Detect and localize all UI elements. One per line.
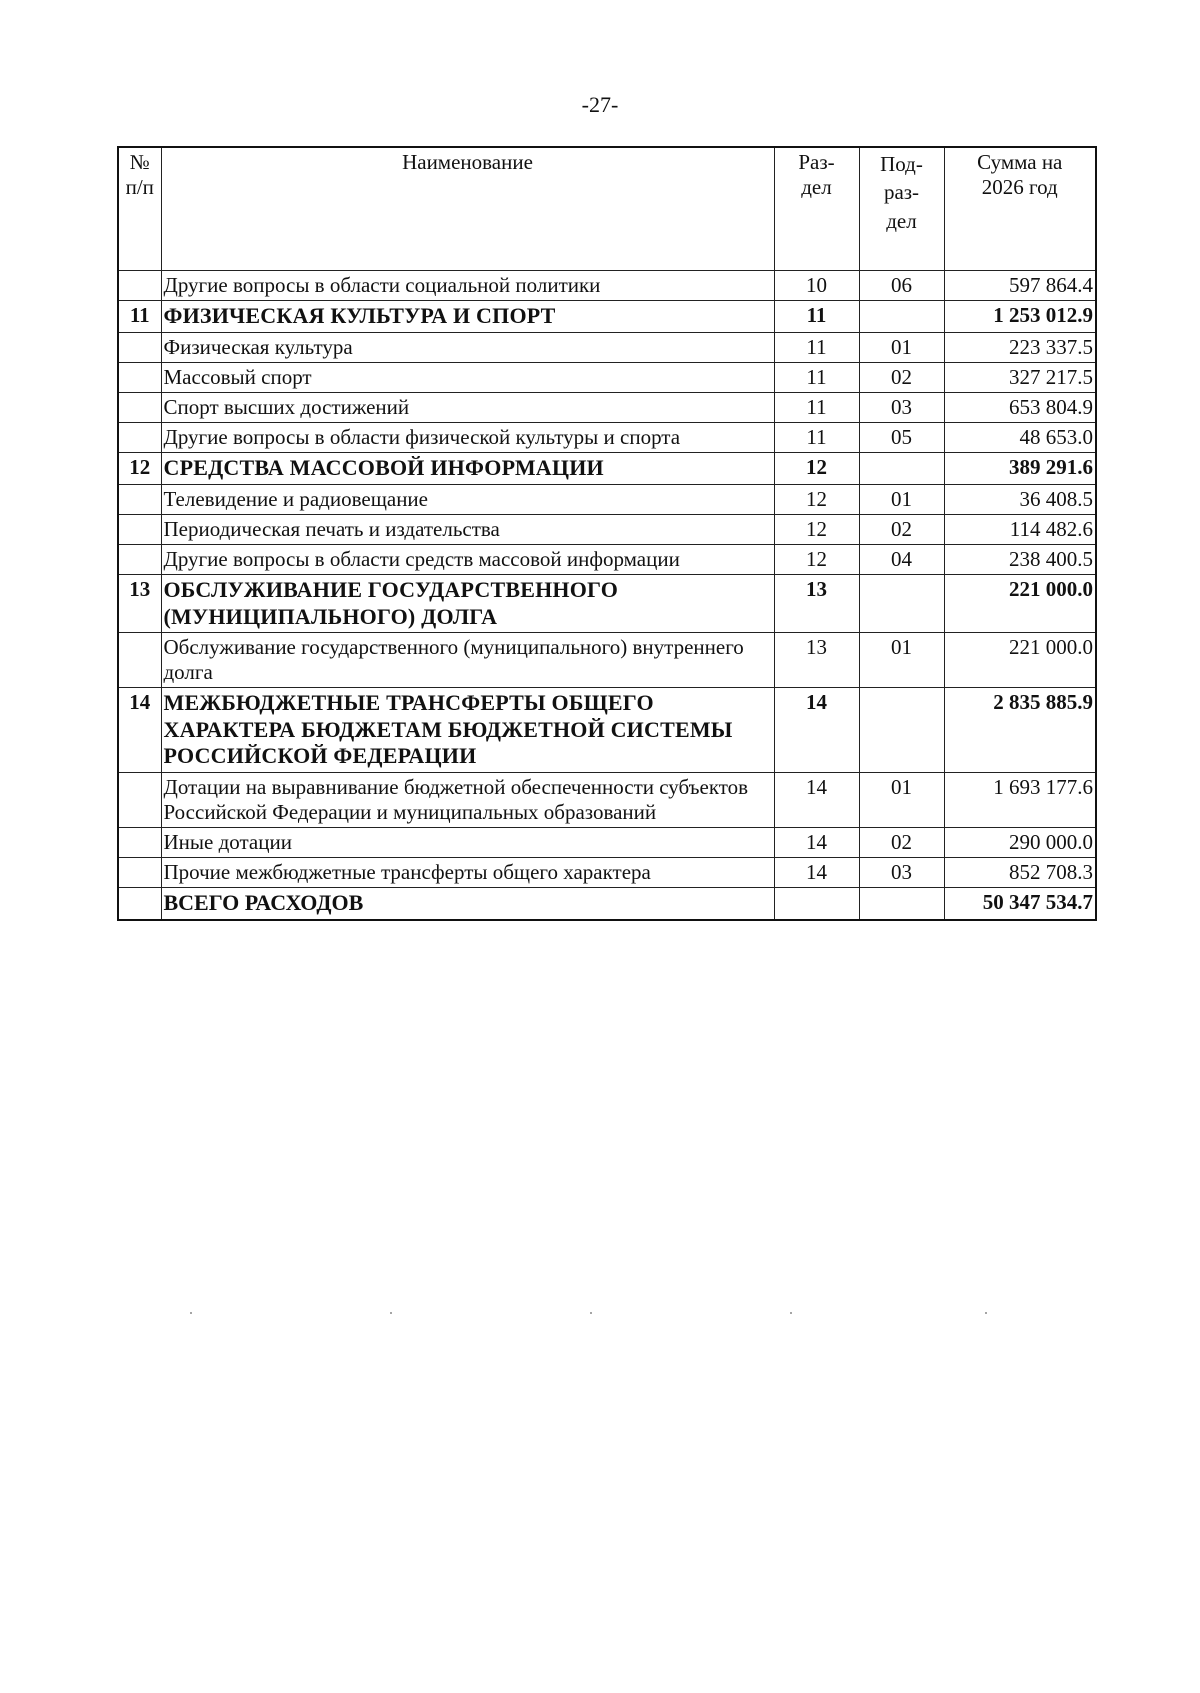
row-name: Другие вопросы в области средств массовой информации bbox=[161, 545, 774, 575]
row-name: ОБСЛУЖИВАНИЕ ГОСУДАРСТВЕННОГО (МУНИЦИПАЛЬНОГО) ДОЛГА bbox=[161, 575, 774, 633]
row-sum: 48 653.0 bbox=[944, 423, 1096, 453]
row-name: Другие вопросы в области социальной политики bbox=[161, 271, 774, 301]
row-podrazdel: 02 bbox=[859, 514, 944, 544]
row-sum: 221 000.0 bbox=[944, 575, 1096, 633]
row-podrazdel bbox=[859, 453, 944, 484]
table-row bbox=[118, 545, 1096, 575]
table-row bbox=[118, 392, 1096, 422]
header-num: № п/п bbox=[118, 147, 161, 271]
row-num bbox=[118, 514, 161, 544]
row-razdel: 11 bbox=[774, 332, 859, 362]
row-num bbox=[118, 392, 161, 422]
row-razdel: 11 bbox=[774, 392, 859, 422]
row-name: Иные дотации bbox=[161, 827, 774, 857]
row-sum: 1 253 012.9 bbox=[944, 301, 1096, 332]
page-number: -27- bbox=[581, 92, 619, 117]
row-podrazdel: 01 bbox=[859, 484, 944, 514]
row-razdel: 11 bbox=[774, 301, 859, 332]
row-name: Массовый спорт bbox=[161, 362, 774, 392]
row-name: Дотации на выравнивание бюджетной обеспеченности субъектов Российской Федерации и муниципальных образований bbox=[161, 772, 774, 827]
row-razdel: 13 bbox=[774, 633, 859, 688]
row-num: 13 bbox=[118, 575, 161, 633]
row-num bbox=[118, 827, 161, 857]
table-row bbox=[118, 332, 1096, 362]
row-razdel: 11 bbox=[774, 423, 859, 453]
row-sum: 36 408.5 bbox=[944, 484, 1096, 514]
row-name: СРЕДСТВА МАССОВОЙ ИНФОРМАЦИИ bbox=[161, 453, 774, 484]
row-name: Другие вопросы в области физической культуры и спорта bbox=[161, 423, 774, 453]
row-razdel: 10 bbox=[774, 271, 859, 301]
row-sum: 389 291.6 bbox=[944, 453, 1096, 484]
row-sum: 1 693 177.6 bbox=[944, 772, 1096, 827]
row-num bbox=[118, 271, 161, 301]
row-podrazdel: 02 bbox=[859, 362, 944, 392]
table-row bbox=[118, 772, 1096, 827]
row-sum: 221 000.0 bbox=[944, 633, 1096, 688]
row-name: Периодическая печать и издательства bbox=[161, 514, 774, 544]
row-podrazdel: 03 bbox=[859, 858, 944, 888]
row-num bbox=[118, 772, 161, 827]
row-razdel: 12 bbox=[774, 514, 859, 544]
row-podrazdel bbox=[859, 688, 944, 772]
row-num bbox=[118, 332, 161, 362]
row-podrazdel: 03 bbox=[859, 392, 944, 422]
row-num bbox=[118, 858, 161, 888]
row-podrazdel: 01 bbox=[859, 772, 944, 827]
table-row bbox=[118, 633, 1096, 688]
row-podrazdel bbox=[859, 575, 944, 633]
row-sum: 327 217.5 bbox=[944, 362, 1096, 392]
row-name: Физическая культура bbox=[161, 332, 774, 362]
row-name: МЕЖБЮДЖЕТНЫЕ ТРАНСФЕРТЫ ОБЩЕГО ХАРАКТЕРА БЮДЖЕТАМ БЮДЖЕТНОЙ СИСТЕМЫ РОССИЙСКОЙ ФЕДЕРАЦИИ bbox=[161, 688, 774, 772]
row-razdel: 11 bbox=[774, 362, 859, 392]
total-row bbox=[118, 888, 1096, 920]
row-sum: 653 804.9 bbox=[944, 392, 1096, 422]
section-row bbox=[118, 688, 1096, 772]
row-razdel: 12 bbox=[774, 484, 859, 514]
row-sum: 114 482.6 bbox=[944, 514, 1096, 544]
table-row bbox=[118, 858, 1096, 888]
row-razdel: 14 bbox=[774, 688, 859, 772]
row-podrazdel bbox=[859, 301, 944, 332]
row-sum: 2 835 885.9 bbox=[944, 688, 1096, 772]
table-header-row bbox=[118, 147, 1096, 271]
row-num bbox=[118, 484, 161, 514]
header-razdel: Раз- дел bbox=[774, 147, 859, 271]
row-num bbox=[118, 633, 161, 688]
row-podrazdel: 01 bbox=[859, 633, 944, 688]
header-sum: Сумма на 2026 год bbox=[944, 147, 1096, 271]
row-sum: 852 708.3 bbox=[944, 858, 1096, 888]
row-podrazdel: 02 bbox=[859, 827, 944, 857]
section-row bbox=[118, 301, 1096, 332]
row-razdel: 13 bbox=[774, 575, 859, 633]
header-podrazdel: Под- раз- дел bbox=[859, 147, 944, 271]
row-podrazdel: 05 bbox=[859, 423, 944, 453]
row-razdel: 14 bbox=[774, 772, 859, 827]
row-razdel: 14 bbox=[774, 858, 859, 888]
table-row bbox=[118, 362, 1096, 392]
table-row bbox=[118, 484, 1096, 514]
total-label: ВСЕГО РАСХОДОВ bbox=[161, 888, 774, 920]
section-row bbox=[118, 575, 1096, 633]
total-razdel-cell bbox=[774, 888, 859, 920]
row-razdel: 14 bbox=[774, 827, 859, 857]
row-podrazdel: 06 bbox=[859, 271, 944, 301]
header-name: Наименование bbox=[161, 147, 774, 271]
table-row bbox=[118, 827, 1096, 857]
row-name: Обслуживание государственного (муниципального) внутреннего долга bbox=[161, 633, 774, 688]
row-num: 12 bbox=[118, 453, 161, 484]
row-podrazdel: 01 bbox=[859, 332, 944, 362]
table-row bbox=[118, 423, 1096, 453]
total-podrazdel-cell bbox=[859, 888, 944, 920]
row-num: 11 bbox=[118, 301, 161, 332]
table-row bbox=[118, 514, 1096, 544]
row-sum: 238 400.5 bbox=[944, 545, 1096, 575]
row-num bbox=[118, 545, 161, 575]
table-row bbox=[118, 271, 1096, 301]
section-row bbox=[118, 453, 1096, 484]
row-razdel: 12 bbox=[774, 545, 859, 575]
row-name: ФИЗИЧЕСКАЯ КУЛЬТУРА И СПОРТ bbox=[161, 301, 774, 332]
scan-specks bbox=[0, 1312, 1200, 1316]
row-razdel: 12 bbox=[774, 453, 859, 484]
row-sum: 290 000.0 bbox=[944, 827, 1096, 857]
row-name: Спорт высших достижений bbox=[161, 392, 774, 422]
row-name: Телевидение и радиовещание bbox=[161, 484, 774, 514]
row-num: 14 bbox=[118, 688, 161, 772]
row-num bbox=[118, 423, 161, 453]
row-num bbox=[118, 362, 161, 392]
row-sum: 223 337.5 bbox=[944, 332, 1096, 362]
row-podrazdel: 04 bbox=[859, 545, 944, 575]
total-sum: 50 347 534.7 bbox=[944, 888, 1096, 920]
row-name: Прочие межбюджетные трансферты общего характера bbox=[161, 858, 774, 888]
row-sum: 597 864.4 bbox=[944, 271, 1096, 301]
budget-table bbox=[117, 146, 1097, 921]
total-num-cell bbox=[118, 888, 161, 920]
